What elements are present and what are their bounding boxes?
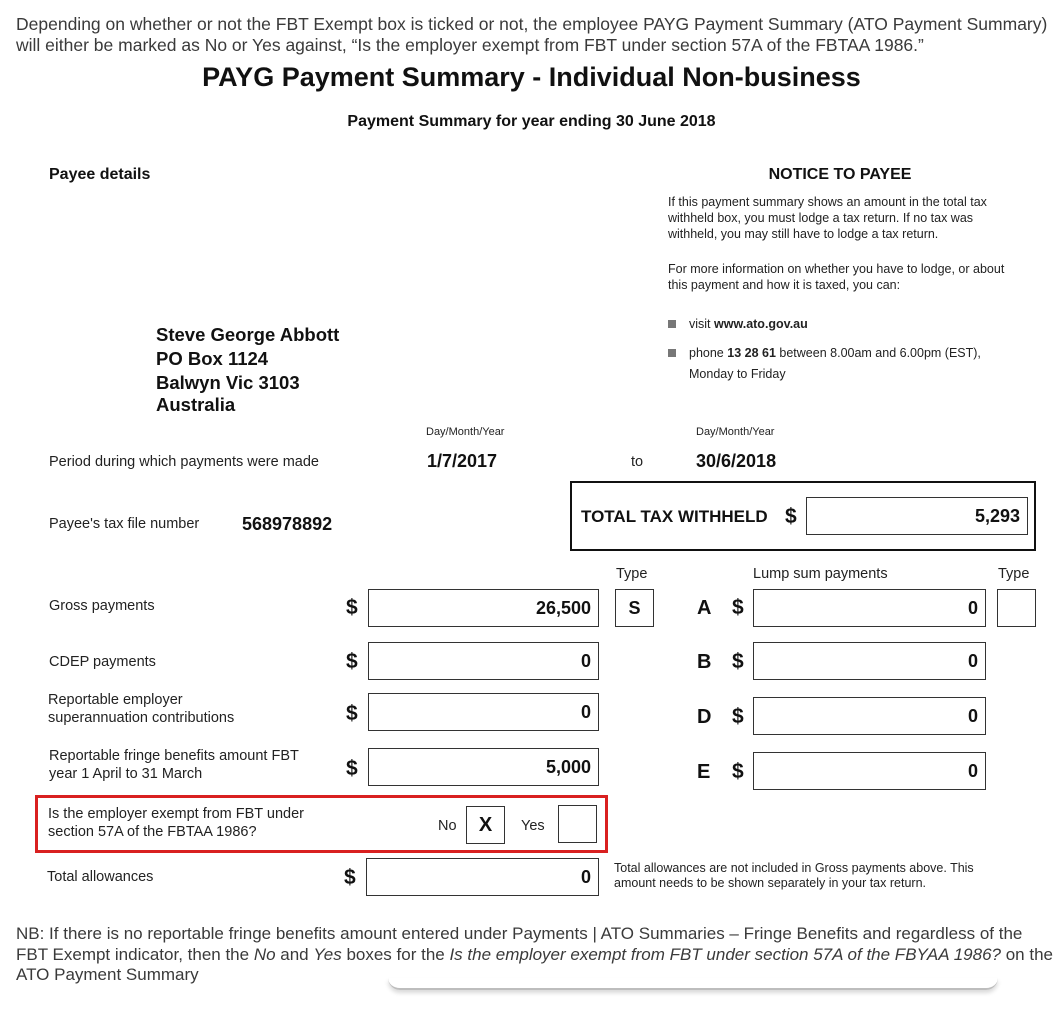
nb-text-part2: boxes for the bbox=[341, 944, 450, 964]
lump-sum-d-letter: D bbox=[697, 706, 712, 728]
type-header: Type bbox=[616, 566, 648, 582]
lump-sum-b-letter: B bbox=[697, 651, 712, 673]
visit-text: visit bbox=[689, 317, 711, 331]
lump-sum-e-letter: E bbox=[697, 761, 711, 783]
cdep-payments-label: CDEP payments bbox=[49, 654, 156, 670]
dollar-icon: $ bbox=[732, 650, 744, 673]
nb-text-and: and bbox=[275, 944, 314, 964]
period-label: Period during which payments were made bbox=[49, 454, 319, 470]
nb-italic-yes: Yes bbox=[313, 944, 342, 964]
period-to-date: 30/6/2018 bbox=[696, 451, 777, 471]
page-curl-shadow bbox=[388, 978, 998, 990]
notice-bullet-phone bbox=[689, 345, 1029, 361]
form-subtitle: Payment Summary for year ending 30 June 2018 bbox=[347, 113, 716, 130]
lump-sum-d-value: 0 bbox=[753, 697, 986, 735]
fbt-no-label: No bbox=[438, 818, 457, 834]
dollar-icon: $ bbox=[346, 596, 358, 619]
period-from-date: 1/7/2017 bbox=[427, 451, 498, 471]
fbt-exempt-question: Is the employer exempt from FBT under section 57A of the FBTAA 1986? bbox=[48, 806, 305, 840]
period-to-label: to bbox=[631, 454, 644, 470]
type-header: Type bbox=[998, 566, 1030, 582]
dollar-icon: $ bbox=[346, 702, 358, 725]
allowances-note: Total allowances are not included in Gross payments above. This amount needs to be shown separately in your tax return. bbox=[614, 861, 974, 890]
ato-website-link[interactable]: www.ato.gov.au bbox=[714, 317, 808, 331]
form-title: PAYG Payment Summary - Individual Non-business bbox=[202, 62, 861, 92]
phone-days: Monday to Friday bbox=[689, 367, 786, 381]
payee-name: Steve George Abbott bbox=[156, 324, 340, 345]
lump-sum-b-value: 0 bbox=[753, 642, 986, 680]
tfn-value: 568978892 bbox=[242, 514, 333, 534]
nb-text-part3: on the ATO Payment Summary bbox=[16, 944, 1053, 984]
nb-text-part1: NB: If there is no reportable fringe benefits amount entered under Payments | ATO Summaries – Fringe Benefits and regardless of the FBT Exempt indicator, then the bbox=[16, 924, 1023, 964]
dollar-icon: $ bbox=[346, 757, 358, 780]
total-allowances-value: 0 bbox=[366, 858, 599, 896]
fbt-yes-label: Yes bbox=[521, 818, 545, 834]
nb-paragraph bbox=[16, 924, 1056, 986]
lump-sum-header: Lump sum payments bbox=[753, 566, 888, 582]
date-format-label: Day/Month/Year bbox=[426, 426, 505, 438]
bullet-icon bbox=[668, 349, 676, 357]
nb-italic-no: No bbox=[253, 944, 276, 964]
total-tax-label: TOTAL TAX WITHHELD bbox=[581, 507, 768, 526]
payee-country: Australia bbox=[156, 394, 236, 415]
payee-address-line: PO Box 1124 bbox=[156, 348, 269, 369]
dollar-icon: $ bbox=[344, 866, 356, 889]
total-tax-value: 5,293 bbox=[806, 497, 1028, 535]
ato-phone-number: 13 28 61 bbox=[727, 346, 776, 360]
gross-payments-type: S bbox=[615, 589, 654, 627]
phone-text: phone bbox=[689, 346, 724, 360]
dollar-icon: $ bbox=[732, 596, 744, 619]
phone-hours: between 8.00am and 6.00pm (EST), bbox=[779, 346, 981, 360]
lump-sum-a-type bbox=[997, 589, 1036, 627]
notice-bullet-website bbox=[689, 316, 1049, 332]
nb-italic-question: Is the employer exempt from FBT under section 57A of the FBYAA 1986? bbox=[449, 944, 1001, 964]
dollar-icon: $ bbox=[732, 760, 744, 783]
fbt-no-checkbox[interactable]: X bbox=[466, 806, 505, 844]
notice-title: NOTICE TO PAYEE bbox=[768, 166, 912, 183]
date-format-label: Day/Month/Year bbox=[696, 426, 775, 438]
lump-sum-e-value: 0 bbox=[753, 752, 986, 790]
dollar-icon: $ bbox=[732, 705, 744, 728]
super-contributions-label: Reportable employer superannuation contributions bbox=[48, 692, 235, 726]
notice-paragraph-1: If this payment summary shows an amount in the total tax withheld box, you must lodge a tax return. If no tax was withheld, you may still have to lodge a tax return. bbox=[668, 195, 987, 241]
lump-sum-a-letter: A bbox=[697, 597, 712, 619]
cdep-payments-value: 0 bbox=[368, 642, 599, 680]
fringe-benefits-value: 5,000 bbox=[368, 748, 599, 786]
fbt-yes-checkbox[interactable] bbox=[558, 805, 597, 843]
notice-paragraph-2: For more information on whether you have to lodge, or about this payment and how it is taxed, you can: bbox=[668, 262, 1005, 292]
intro-paragraph: Depending on whether or not the FBT Exempt box is ticked or not, the employee PAYG Payment Summary (ATO Payment Summary) will either be marked as No or Yes against, “Is the employer exempt from FBT under section 57A of the FBTAA 1986.” bbox=[16, 14, 1048, 55]
lump-sum-a-value: 0 bbox=[753, 589, 986, 627]
bullet-icon bbox=[668, 320, 676, 328]
payee-details-label: Payee details bbox=[49, 166, 151, 183]
dollar-icon: $ bbox=[346, 650, 358, 673]
total-allowances-label: Total allowances bbox=[47, 869, 154, 885]
tfn-label: Payee's tax file number bbox=[49, 516, 200, 532]
super-contributions-value: 0 bbox=[368, 693, 599, 731]
fringe-benefits-label: Reportable fringe benefits amount FBT year 1 April to 31 March bbox=[49, 748, 299, 782]
dollar-icon: $ bbox=[785, 505, 797, 528]
gross-payments-value: 26,500 bbox=[368, 589, 599, 627]
payee-suburb: Balwyn Vic 3103 bbox=[156, 372, 300, 393]
gross-payments-label: Gross payments bbox=[49, 598, 155, 614]
